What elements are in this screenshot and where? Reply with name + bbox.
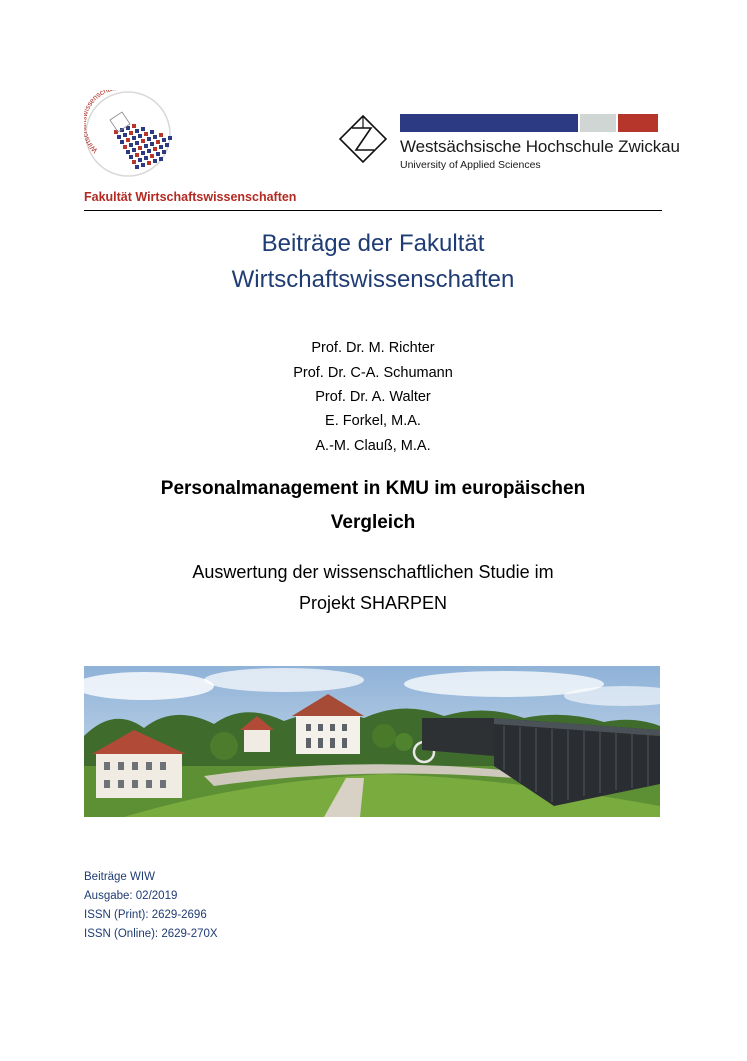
university-color-bars [400,114,658,132]
faculty-name: Fakultät Wirtschaftswissenschaften [84,190,297,204]
seal-square [135,141,139,145]
seal-square [141,139,145,143]
seal-square [153,159,157,163]
university-subtitle: University of Applied Sciences [400,159,541,171]
seal-square [156,152,160,156]
series-title-line-2: Wirtschaftswissenschaften [231,266,515,293]
seal-square [156,140,160,144]
seal-square [141,163,145,167]
campus-panorama-image [84,666,660,817]
seal-square [132,136,136,140]
seal-square [132,160,136,164]
seal-square [129,143,133,147]
series-title-line-1: Beiträge der Fakultät [261,230,485,257]
seal-square [165,143,169,147]
seal-square [132,124,136,128]
author: E. Forkel, M.A. [325,413,421,429]
faculty-seal-logo [84,90,172,178]
seal-square [144,132,148,136]
series-label: Beiträge WIW [84,871,155,883]
seal-square [120,140,124,144]
seal-square [159,145,163,149]
seal-square [126,150,130,154]
document-title-line-2: Vergleich [330,512,416,533]
seal-square [135,153,139,157]
seal-square [144,144,148,148]
university-logo-mark [338,114,388,164]
seal-square [135,165,139,169]
seal-square [135,129,139,133]
svg-text:Wirtschaftswissenschaften: Wirt sensch [84,90,109,156]
seal-square [138,134,142,138]
seal-square [129,155,133,159]
author: Prof. Dr. C-A. Schumann [293,365,453,381]
author: Prof. Dr. A. Walter [315,389,431,405]
seal-square [150,142,154,146]
header-divider [84,210,662,211]
seal-square [144,156,148,160]
seal-square [129,131,133,135]
seal-square [150,154,154,158]
author: A.-M. Clauß, M.A. [315,438,431,454]
document-title-line-1: Personalmanagement in KMU im europäischen [160,478,586,499]
seal-square [123,133,127,137]
issue-number: Ausgabe: 02/2019 [84,890,178,902]
seal-square [147,149,151,153]
seal-square [141,127,145,131]
seal-square [147,137,151,141]
seal-square [138,158,142,162]
seal-square [162,138,166,142]
seal-square [117,135,121,139]
seal-square [132,148,136,152]
issn-online: ISSN (Online): 2629-270X [84,928,218,940]
seal-square [141,151,145,155]
seal-square [159,133,163,137]
seal-square [153,135,157,139]
document-subtitle-line-2: Projekt SHARPEN [298,593,448,613]
seal-square [153,147,157,151]
document-subtitle-line-1: Auswertung der wissenschaftlichen Studie im [192,562,554,582]
seal-square [150,130,154,134]
seal-square [162,150,166,154]
issn-print: ISSN (Print): 2629-2696 [84,909,207,921]
seal-square [168,136,172,140]
author: Prof. Dr. M. Richter [311,340,435,356]
seal-square [147,161,151,165]
university-name: Westsächsische Hochschule Zwickau [400,137,680,156]
seal-square [138,146,142,150]
seal-square [159,157,163,161]
seal-square [123,145,127,149]
seal-square [126,138,130,142]
